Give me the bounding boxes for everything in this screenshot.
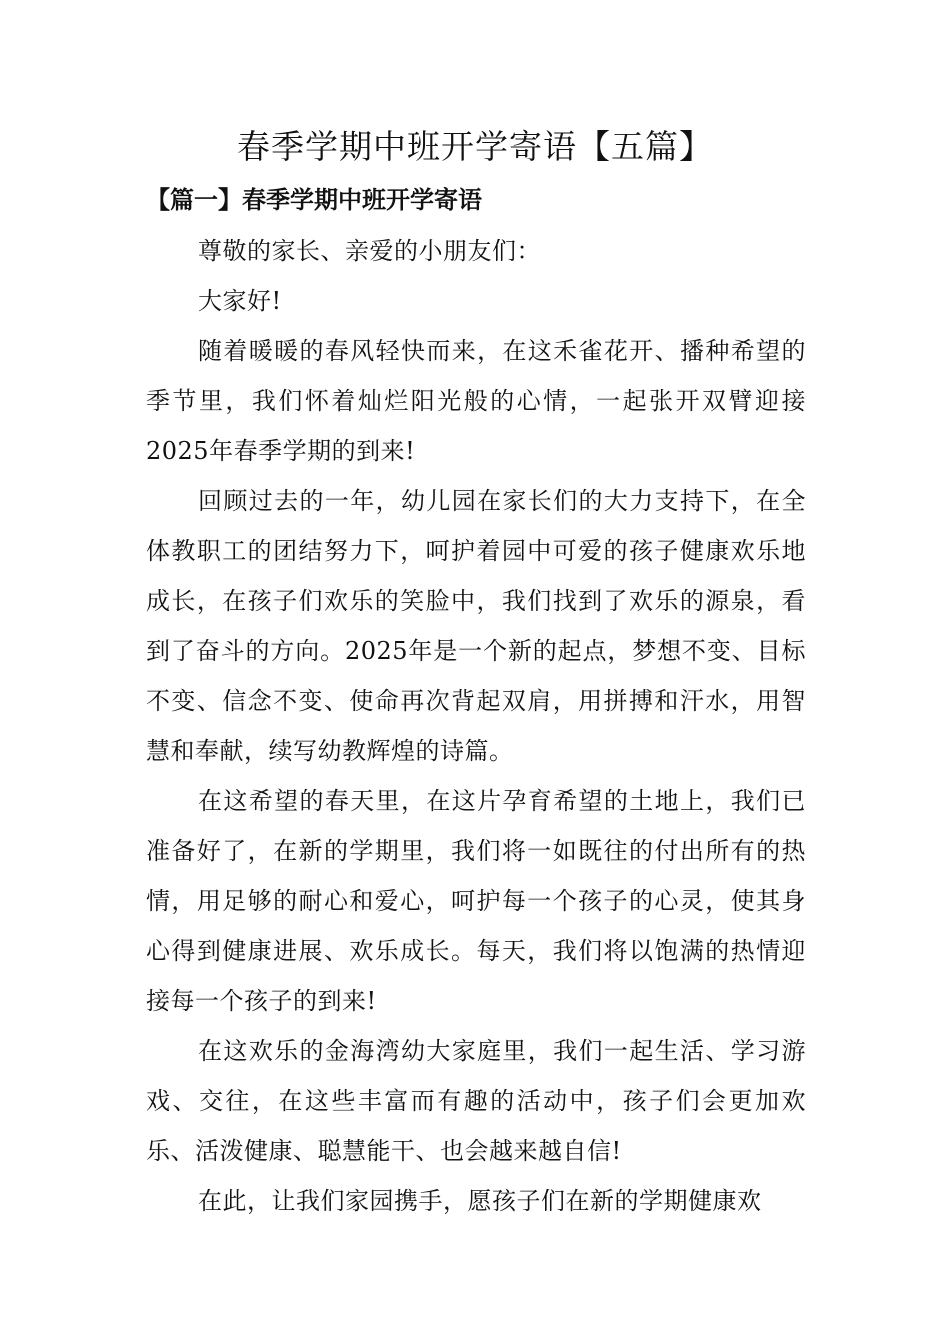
section-heading: 【篇一】春季学期中班开学寄语	[146, 185, 482, 214]
body-paragraph: 在此，让我们家园携手，愿孩子们在新的学期健康欢	[198, 1187, 762, 1215]
greeting-paragraph: 尊敬的家长、亲爱的小朋友们：	[198, 237, 541, 265]
hello-paragraph: 大家好!	[198, 287, 282, 315]
body-paragraph: 在这希望的春天里，在这片孕育希望的土地上，我们已准备好了，在新的学期里，我们将一如既往的付出所有的热情，用足够的耐心和爱心，呵护每一个孩子的心灵，使其身心得到健康进展、欢乐成长。每天，我们将以饱满的热情迎接每一个孩子的到来!	[146, 787, 806, 1015]
document-title: 春季学期中班开学寄语【五篇】	[237, 127, 713, 166]
body-text	[146, 226, 806, 1226]
body-paragraph: 随着暖暖的春风轻快而来，在这禾雀花开、播种希望的季节里，我们怀着灿烂阳光般的心情，一起张开双臂迎接2025年春季学期的到来!	[146, 337, 806, 465]
body-paragraph: 在这欢乐的金海湾幼大家庭里，我们一起生活、学习游戏、交往，在这些丰富而有趣的活动中，孩子们会更加欢乐、活泼健康、聪慧能干、也会越来越自信!	[146, 1037, 806, 1165]
body-paragraph: 回顾过去的一年，幼儿园在家长们的大力支持下，在全体教职工的团结努力下，呵护着园中可爱的孩子健康欢乐地成长，在孩子们欢乐的笑脸中，我们找到了欢乐的源泉，看到了奋斗的方向。2025年是一个新的起点，梦想不变、目标不变、信念不变、使命再次背起双肩，用拼搏和汗水，用智慧和奉献，续写幼教辉煌的诗篇。	[146, 487, 806, 765]
